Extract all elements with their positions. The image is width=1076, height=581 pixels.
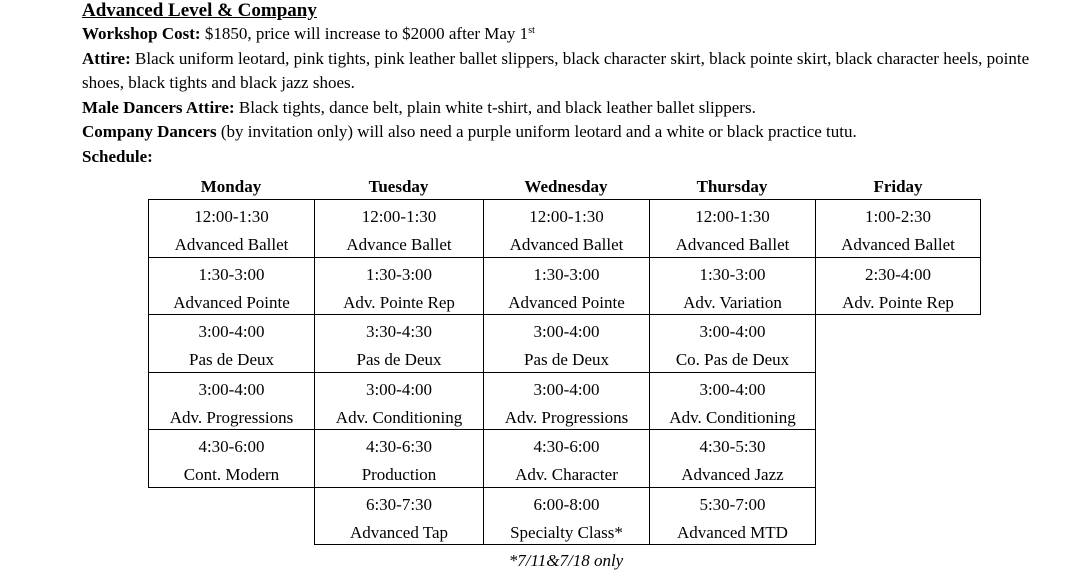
schedule-cell-wednesday	[483, 429, 650, 488]
class-name: Advanced Ballet	[509, 235, 624, 254]
class-time: 4:30-6:30	[365, 437, 433, 456]
class-name: Advanced MTD	[677, 523, 788, 542]
workshop-cost-sup: st	[528, 25, 535, 36]
workshop-cost-label: Workshop Cost:	[82, 24, 201, 43]
class-time: 3:30-4:30	[365, 322, 433, 341]
attire-text: Black uniform leotard, pink tights, pink leather ballet slippers, black character skirt, black pointe skirt, black character heels, pointe shoes, black tights and black jazz shoes.	[82, 48, 1030, 92]
schedule-cell-thursday	[649, 314, 816, 373]
company-dancers-label: Company Dancers	[82, 122, 217, 141]
schedule-cell-thursday	[649, 257, 816, 315]
schedule-cell-thursday	[649, 199, 816, 258]
schedule-cell-thursday	[649, 372, 816, 430]
class-time: 1:30-3:00	[365, 265, 433, 284]
class-time: 6:30-7:30	[365, 495, 433, 514]
class-time: 12:00-1:30	[695, 207, 770, 226]
class-name: Advance Ballet	[346, 235, 452, 254]
class-name: Adv. Variation	[683, 293, 782, 312]
workshop-cost-text: $1850, price will increase to $2000 after May 1	[200, 24, 529, 43]
schedule-cell-friday	[815, 199, 981, 258]
schedule-cell-tuesday	[314, 314, 484, 373]
class-time: 2:30-4:00	[864, 265, 932, 284]
day-header-wednesday: Wednesday	[524, 177, 608, 196]
schedule-cell-wednesday	[483, 314, 650, 373]
class-time: 1:30-3:00	[699, 265, 766, 284]
class-name: Adv. Conditioning	[335, 408, 463, 427]
schedule-cell-tuesday	[314, 372, 484, 430]
schedule-cell-wednesday	[483, 257, 650, 315]
day-header-thursday: Thursday	[696, 177, 768, 196]
class-name: Adv. Progressions	[504, 408, 629, 427]
schedule-cell-monday	[148, 372, 315, 430]
class-name: Adv. Progressions	[169, 408, 294, 427]
class-time: 12:00-1:30	[529, 207, 604, 226]
schedule-cell-thursday	[649, 487, 816, 545]
class-name: Cont. Modern	[183, 465, 280, 484]
class-time: 4:30-6:00	[198, 437, 265, 456]
class-name: Adv. Conditioning	[669, 408, 796, 427]
schedule-cell-wednesday	[483, 372, 650, 430]
class-time: 3:00-4:00	[533, 322, 600, 341]
class-name: Advanced Pointe	[173, 293, 290, 312]
class-name: Adv. Character	[515, 465, 618, 484]
company-dancers-text: (by invitation only) will also need a purple uniform leotard and a white or black practice tutu.	[216, 122, 857, 141]
schedule-cell-tuesday	[314, 429, 484, 488]
schedule-cell-wednesday	[483, 199, 650, 258]
schedule-cell-thursday	[649, 429, 816, 488]
class-name: Advanced Ballet	[841, 235, 955, 254]
class-name: Specialty Class*	[510, 523, 623, 542]
schedule-cell-friday	[815, 257, 981, 315]
class-name: Advanced Ballet	[174, 235, 289, 254]
class-time: 3:00-4:00	[699, 380, 766, 399]
class-name: Pas de Deux	[524, 350, 609, 369]
day-header-tuesday: Tuesday	[368, 177, 429, 196]
male-attire-label: Male Dancers Attire:	[82, 97, 235, 117]
class-time: 1:30-3:00	[198, 265, 265, 284]
schedule-cell-monday	[148, 257, 315, 315]
class-time: 12:00-1:30	[194, 207, 269, 226]
class-time: 3:00-4:00	[533, 380, 600, 399]
class-time: 1:00-2:30	[864, 207, 932, 226]
class-name: Pas de Deux	[189, 350, 274, 369]
class-name: Advanced Pointe	[508, 293, 625, 312]
class-time: 3:00-4:00	[365, 380, 433, 399]
class-time: 6:00-8:00	[533, 495, 600, 514]
class-name: Production	[361, 465, 437, 484]
page-title: Advanced Level & Company	[82, 0, 317, 21]
schedule-cell-tuesday	[314, 199, 484, 258]
schedule-cell-tuesday	[314, 257, 484, 315]
class-time: 4:30-5:30	[699, 437, 766, 456]
day-header-friday: Friday	[873, 177, 923, 196]
class-time: 12:00-1:30	[361, 207, 437, 226]
schedule-cell-monday	[148, 314, 315, 373]
schedule-cell-monday	[148, 199, 315, 258]
schedule-cell-wednesday	[483, 487, 650, 545]
footnote: *7/11&7/18 only	[508, 551, 624, 570]
class-time: 5:30-7:00	[699, 495, 766, 514]
class-name: Adv. Pointe Rep	[842, 293, 954, 312]
class-time: 3:00-4:00	[198, 380, 265, 399]
male-attire-text: Black tights, dance belt, plain white t-shirt, and black leather ballet slippers.	[234, 97, 756, 117]
day-header-monday: Monday	[200, 177, 262, 196]
schedule-cell-monday	[148, 429, 315, 488]
class-time: 1:30-3:00	[533, 265, 600, 284]
class-name: Co. Pas de Deux	[675, 350, 790, 369]
schedule-cell-tuesday	[314, 487, 484, 545]
class-time: 3:00-4:00	[699, 322, 766, 341]
class-name: Adv. Pointe Rep	[343, 293, 455, 312]
class-name: Advanced Jazz	[681, 465, 784, 484]
class-name: Pas de Deux	[356, 350, 442, 369]
class-name: Advanced Ballet	[675, 235, 790, 254]
class-time: 4:30-6:00	[533, 437, 600, 456]
attire-label: Attire:	[82, 48, 131, 68]
schedule-label: Schedule:	[82, 146, 153, 166]
class-name: Advanced Tap	[349, 523, 449, 542]
class-time: 3:00-4:00	[198, 322, 265, 341]
